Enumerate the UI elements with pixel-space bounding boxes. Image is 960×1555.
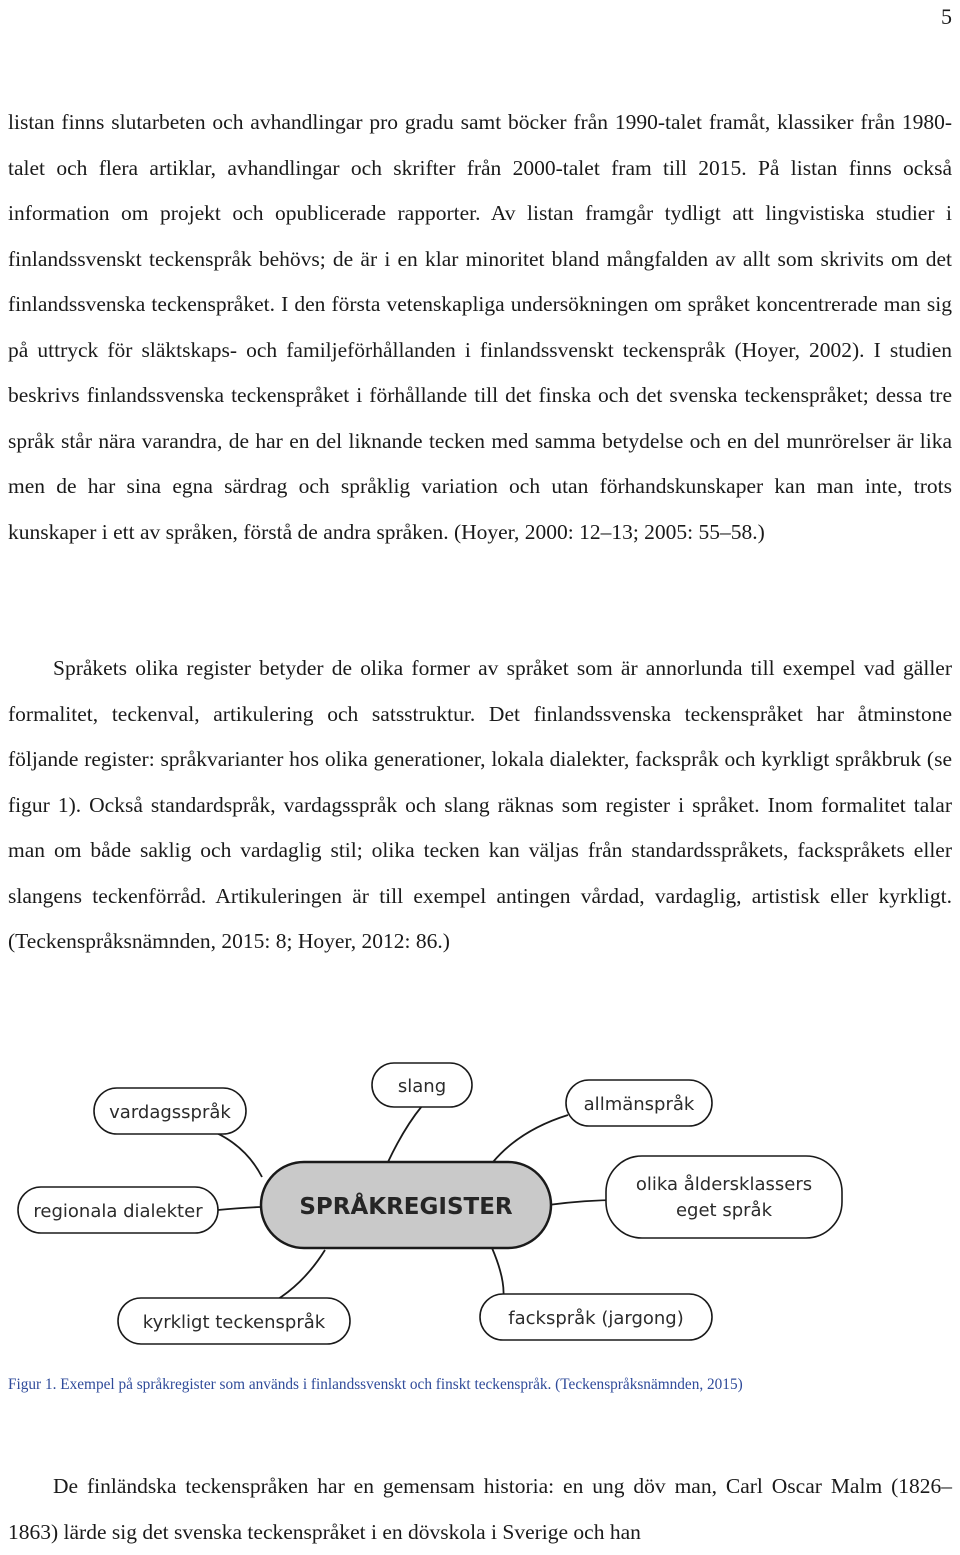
body-paragraph-3: De finländska teckenspråken har en gemensam historia: en ung döv man, Carl Oscar Malm (1826–1863) lärde sig det svenska teckenspråket i en dövskola i Sverige och han: [8, 1474, 952, 1544]
node-label-kyrkligt-teckensprak: kyrkligt teckenspråk: [142, 1312, 326, 1333]
page-number: 5: [941, 4, 952, 29]
node-label-vardagssprak: vardagsspråk: [109, 1102, 231, 1123]
node-label-allmansprak: allmänspråk: [583, 1094, 695, 1115]
figure-caption: Figur 1. Exempel på språkregister som används i finlandssvenskt och finskt teckenspråk. (Teckenspråksnämnden, 2015): [8, 1376, 743, 1393]
node-alders-klasser: [606, 1156, 842, 1238]
node-label-alders-line1: olika åldersklassers: [635, 1174, 813, 1195]
node-label-fackprak: fackspråk (jargong): [508, 1308, 684, 1329]
center-node-label: SPRÅKREGISTER: [299, 1194, 513, 1220]
mindmap-diagram: [0, 1050, 960, 1370]
body-paragraph-2: Språkets olika register betyder de olika former av språket som är annorlunda till exempel vad gäller formalitet, teckenval, artikulering och satsstruktur. Det finlandssvenska teckenspråket har åtminstone följande register: språkvarianter hos olika generationer, lokala dialekter, fackspråk och kyrkligt språkbruk (se figur 1). Också standardspråk, vardagsspråk och slang räknas som register i språket. Inom formalitet talar man om både saklig och vardaglig stil; olika tecken kan väljas från standardsspråkets, fackspråkets eller slangens teckenförråd. Artikuleringen är till exempel antingen vårdad, vardaglig, artistisk eller kyrkligt. (Teckenspråksnämnden, 2015: 8; Hoyer, 2012: 86.): [8, 656, 952, 953]
node-label-regionala-dialekter: regionala dialekter: [33, 1201, 203, 1222]
connector-slang: [388, 1106, 422, 1162]
connector-regionala: [218, 1207, 260, 1210]
connector-allmansprak: [493, 1115, 568, 1162]
node-label-alders-line2: eget språk: [675, 1200, 773, 1221]
node-label-slang: slang: [397, 1076, 447, 1097]
figure-1-mindmap: [0, 1050, 960, 1370]
body-paragraph-1: listan finns slutarbeten och avhandlingar pro gradu samt böcker från 1990-talet framåt, klassiker från 1980-talet och flera artiklar, avhandlingar och skrifter från 2000-talet fram till 2015. På listan finns också information om projekt och opublicerade rapporter. Av listan framgår tydligt att lingvistiska studier i finlandssvenskt teckenspråk behövs; de är i en klar minoritet bland mångfalden av allt som skrivits om det finlandssvenska teckenspråket. I den första vetenskapliga undersökningen om språket koncentrerade man sig på uttryck för släktskaps- och familjeförhållanden i finlandssvenskt teckenspråk (Hoyer, 2002). I studien beskrivs finlandssvenska teckenspråket i förhållande till det finska och det svenska teckenspråket; dessa tre språk står nära varandra, de har en del liknande tecken med samma betydelse och en del munrörelser är lika men de har sina egna särdrag och språklig variation och utan förhandskunskaper kan man inte, trots kunskaper i ett av språken, förstå de andra språken. (Hoyer, 2000: 12–13; 2005: 55–58.): [8, 110, 952, 544]
